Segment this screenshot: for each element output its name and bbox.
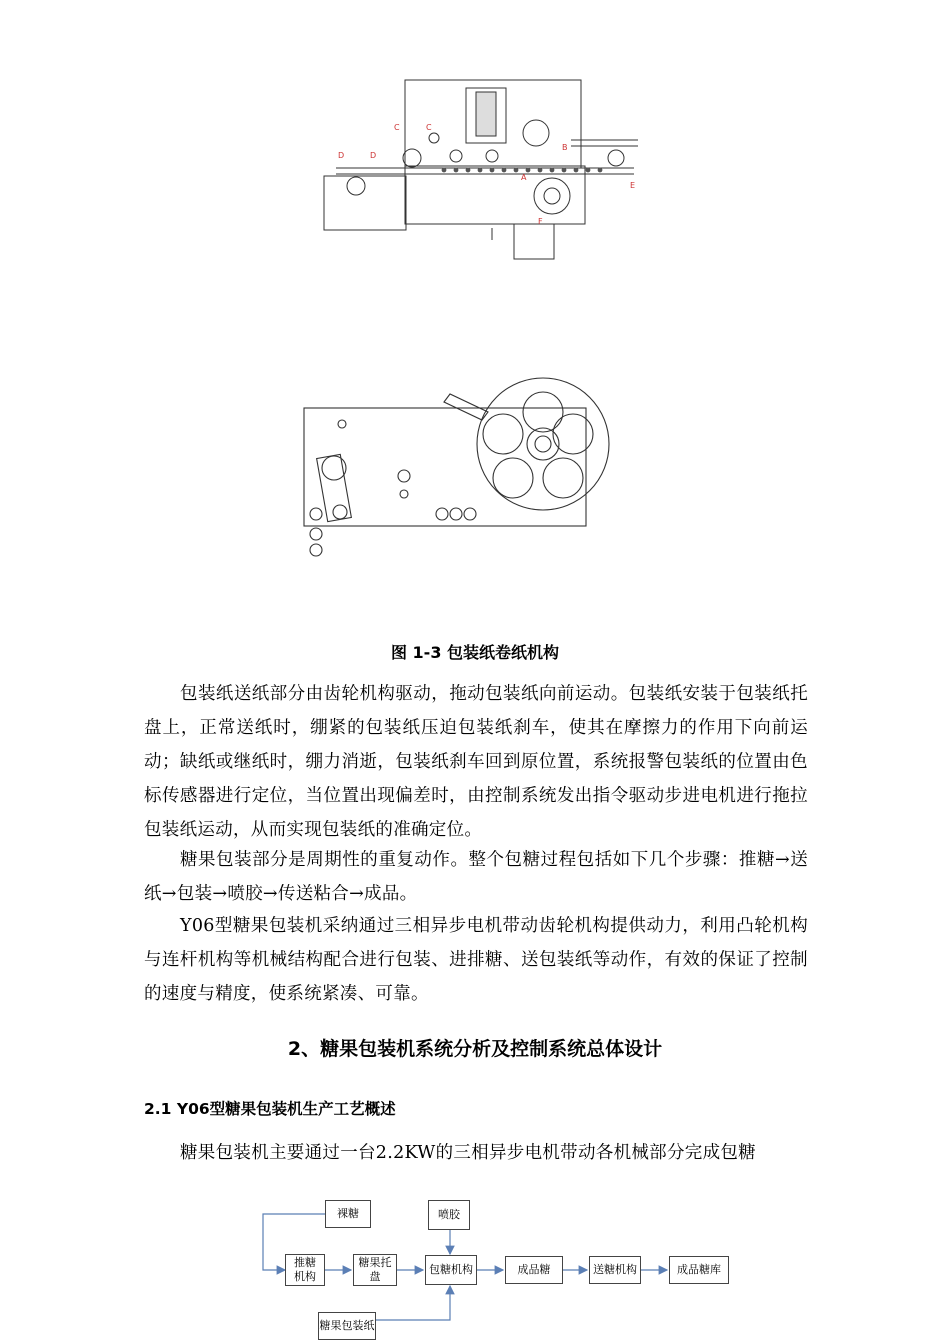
flow-node-candy-tray: 糖果托盘 [353, 1254, 397, 1286]
paper-roll-mechanism-figure [300, 372, 618, 564]
figure-label-a: A [521, 173, 527, 182]
flow-node-naked-candy: 裸糖 [325, 1200, 371, 1228]
figure-label-c2: C [426, 123, 432, 132]
paragraph-1: 包装纸送纸部分由齿轮机构驱动，拖动包装纸向前运动。包装纸安装于包装纸托盘上，正常送纸时，绷紧的包装纸压迫包装纸刹车，使其在摩擦力的作用下向前运动；缺纸或继纸时，绷力消逝，包装纸刹车回到原位置，系统报警包装纸的位置由色标传感器进行定位，当位置出现偏差时，由控制系统发出指令驱动步进电机进行拖拉包装纸运动，从而实现包装纸的准确定位。 [144, 684, 808, 840]
flow-node-push-candy: 推糖机构 [285, 1254, 325, 1286]
flow-node-finished-candy: 成品糖 [505, 1256, 563, 1284]
figure-label-e: E [630, 181, 636, 190]
section-heading: 2、糖果包装机系统分析及控制系统总体设计 [287, 1038, 663, 1060]
flow-node-glue-spray: 喷胶 [428, 1200, 470, 1230]
subsection-heading: 2.1 Y06型糖果包装机生产工艺概述 [144, 1100, 396, 1118]
figure-label-d2: D [370, 151, 377, 160]
paragraph-3: Y06型糖果包装机采纳通过三相异步电机带动齿轮机构提供动力，利用凸轮机构与连杆机构等机械结构配合进行包装、进排糖、送包装纸等动作，有效的保证了控制的速度与精度，使系统紧凑、可靠。 [144, 916, 808, 1004]
flow-node-wrapper: 糖果包装纸 [318, 1312, 376, 1340]
figure-label-b: B [562, 143, 568, 152]
figure-label-f: F [538, 217, 543, 226]
flow-node-wrap-mechanism: 包糖机构 [425, 1255, 477, 1285]
figure-label-d1: D [338, 151, 345, 160]
paragraph-2: 糖果包装部分是周期性的重复动作。整个包糖过程包括如下几个步骤：推糖→送纸→包装→喷胶→传送粘合→成品。 [144, 850, 808, 904]
figure-caption: 图 1-3 包装纸卷纸机构 [390, 643, 560, 662]
flow-node-convey-mechanism: 送糖机构 [589, 1256, 641, 1284]
figure-label-c1: C [394, 123, 400, 132]
flow-node-storage: 成品糖库 [669, 1256, 729, 1284]
paragraph-4: 糖果包装机主要通过一台2.2KW的三相异步电机带动各机械部分完成包糖 [180, 1143, 756, 1163]
machine-side-view-figure [316, 78, 646, 260]
